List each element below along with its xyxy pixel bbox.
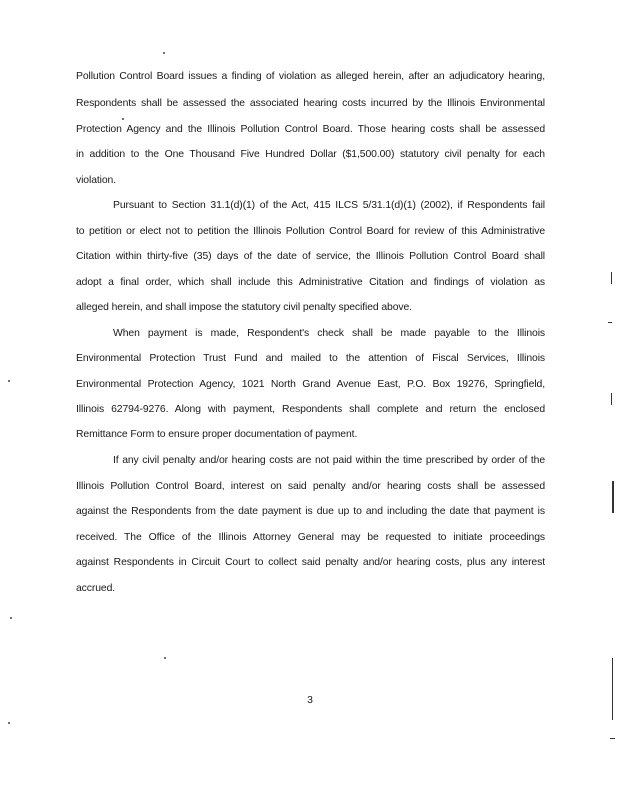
text-line: Environmental Protection Trust Fund and mailed to the attention of Fiscal Services, Illinois [76, 353, 545, 364]
text-line: Remittance Form to ensure proper documentation of payment. [76, 429, 358, 440]
page-number: 3 [307, 695, 313, 706]
text-line: received. The Office of the Illinois Attorney General may be requested to initiate proceedings [76, 532, 545, 543]
scan-artifact [611, 393, 612, 405]
scan-artifact [612, 481, 614, 513]
text-line: in addition to the One Thousand Five Hundred Dollar ($1,500.00) statutory civil penalty for each [76, 149, 545, 160]
scan-artifact [611, 272, 612, 284]
text-line: Pursuant to Section 31.1(d)(1) of the Act, 415 ILCS 5/31.1(d)(1) (2002), if Respondents fail [113, 200, 545, 211]
text-line: against Respondents in Circuit Court to collect said penalty and/or hearing costs, plus any interest [76, 557, 545, 568]
text-line: to petition or elect not to petition the Illinois Pollution Control Board for review of this Administrative [76, 226, 545, 237]
scan-artifact [8, 380, 10, 382]
text-line: Respondents shall be assessed the associated hearing costs incurred by the Illinois Environmental [76, 98, 545, 109]
text-line: Illinois 62794-9276. Along with payment, Respondents shall complete and return the enclosed [76, 404, 545, 415]
text-line: adopt a final order, which shall include this Administrative Citation and findings of violation as [76, 277, 545, 288]
scan-artifact [10, 617, 12, 619]
text-line: Citation within thirty-five (35) days of the date of service, the Illinois Pollution Control Board shall [76, 251, 545, 262]
scan-artifact [163, 52, 165, 54]
text-line: alleged herein, and shall impose the statutory civil penalty specified above. [76, 302, 412, 313]
text-line: violation. [76, 175, 117, 186]
text-line: against the Respondents from the date payment is due up to and including the date that payment is [76, 506, 545, 517]
text-line: Pollution Control Board issues a finding of violation as alleged herein, after an adjudicatory hearing, [76, 71, 545, 82]
scan-artifact [610, 738, 615, 739]
text-line: Protection Agency and the Illinois Pollution Control Board. Those hearing costs shall be assessed [76, 124, 545, 135]
text-line: If any civil penalty and/or hearing costs are not paid within the time prescribed by order of the [113, 455, 545, 466]
text-line: Environmental Protection Agency, 1021 North Grand Avenue East, P.O. Box 19276, Springfield, [76, 379, 545, 390]
scan-artifact [608, 322, 612, 323]
text-line: accrued. [76, 583, 116, 594]
scan-artifact [164, 657, 166, 659]
scan-artifact [8, 722, 10, 724]
text-line: Illinois Pollution Control Board, interest on said penalty and/or hearing costs shall be assessed [76, 481, 545, 492]
scan-artifact [612, 658, 613, 720]
text-line: When payment is made, Respondent's check shall be made payable to the Illinois [113, 328, 545, 339]
scan-artifact [122, 118, 124, 120]
